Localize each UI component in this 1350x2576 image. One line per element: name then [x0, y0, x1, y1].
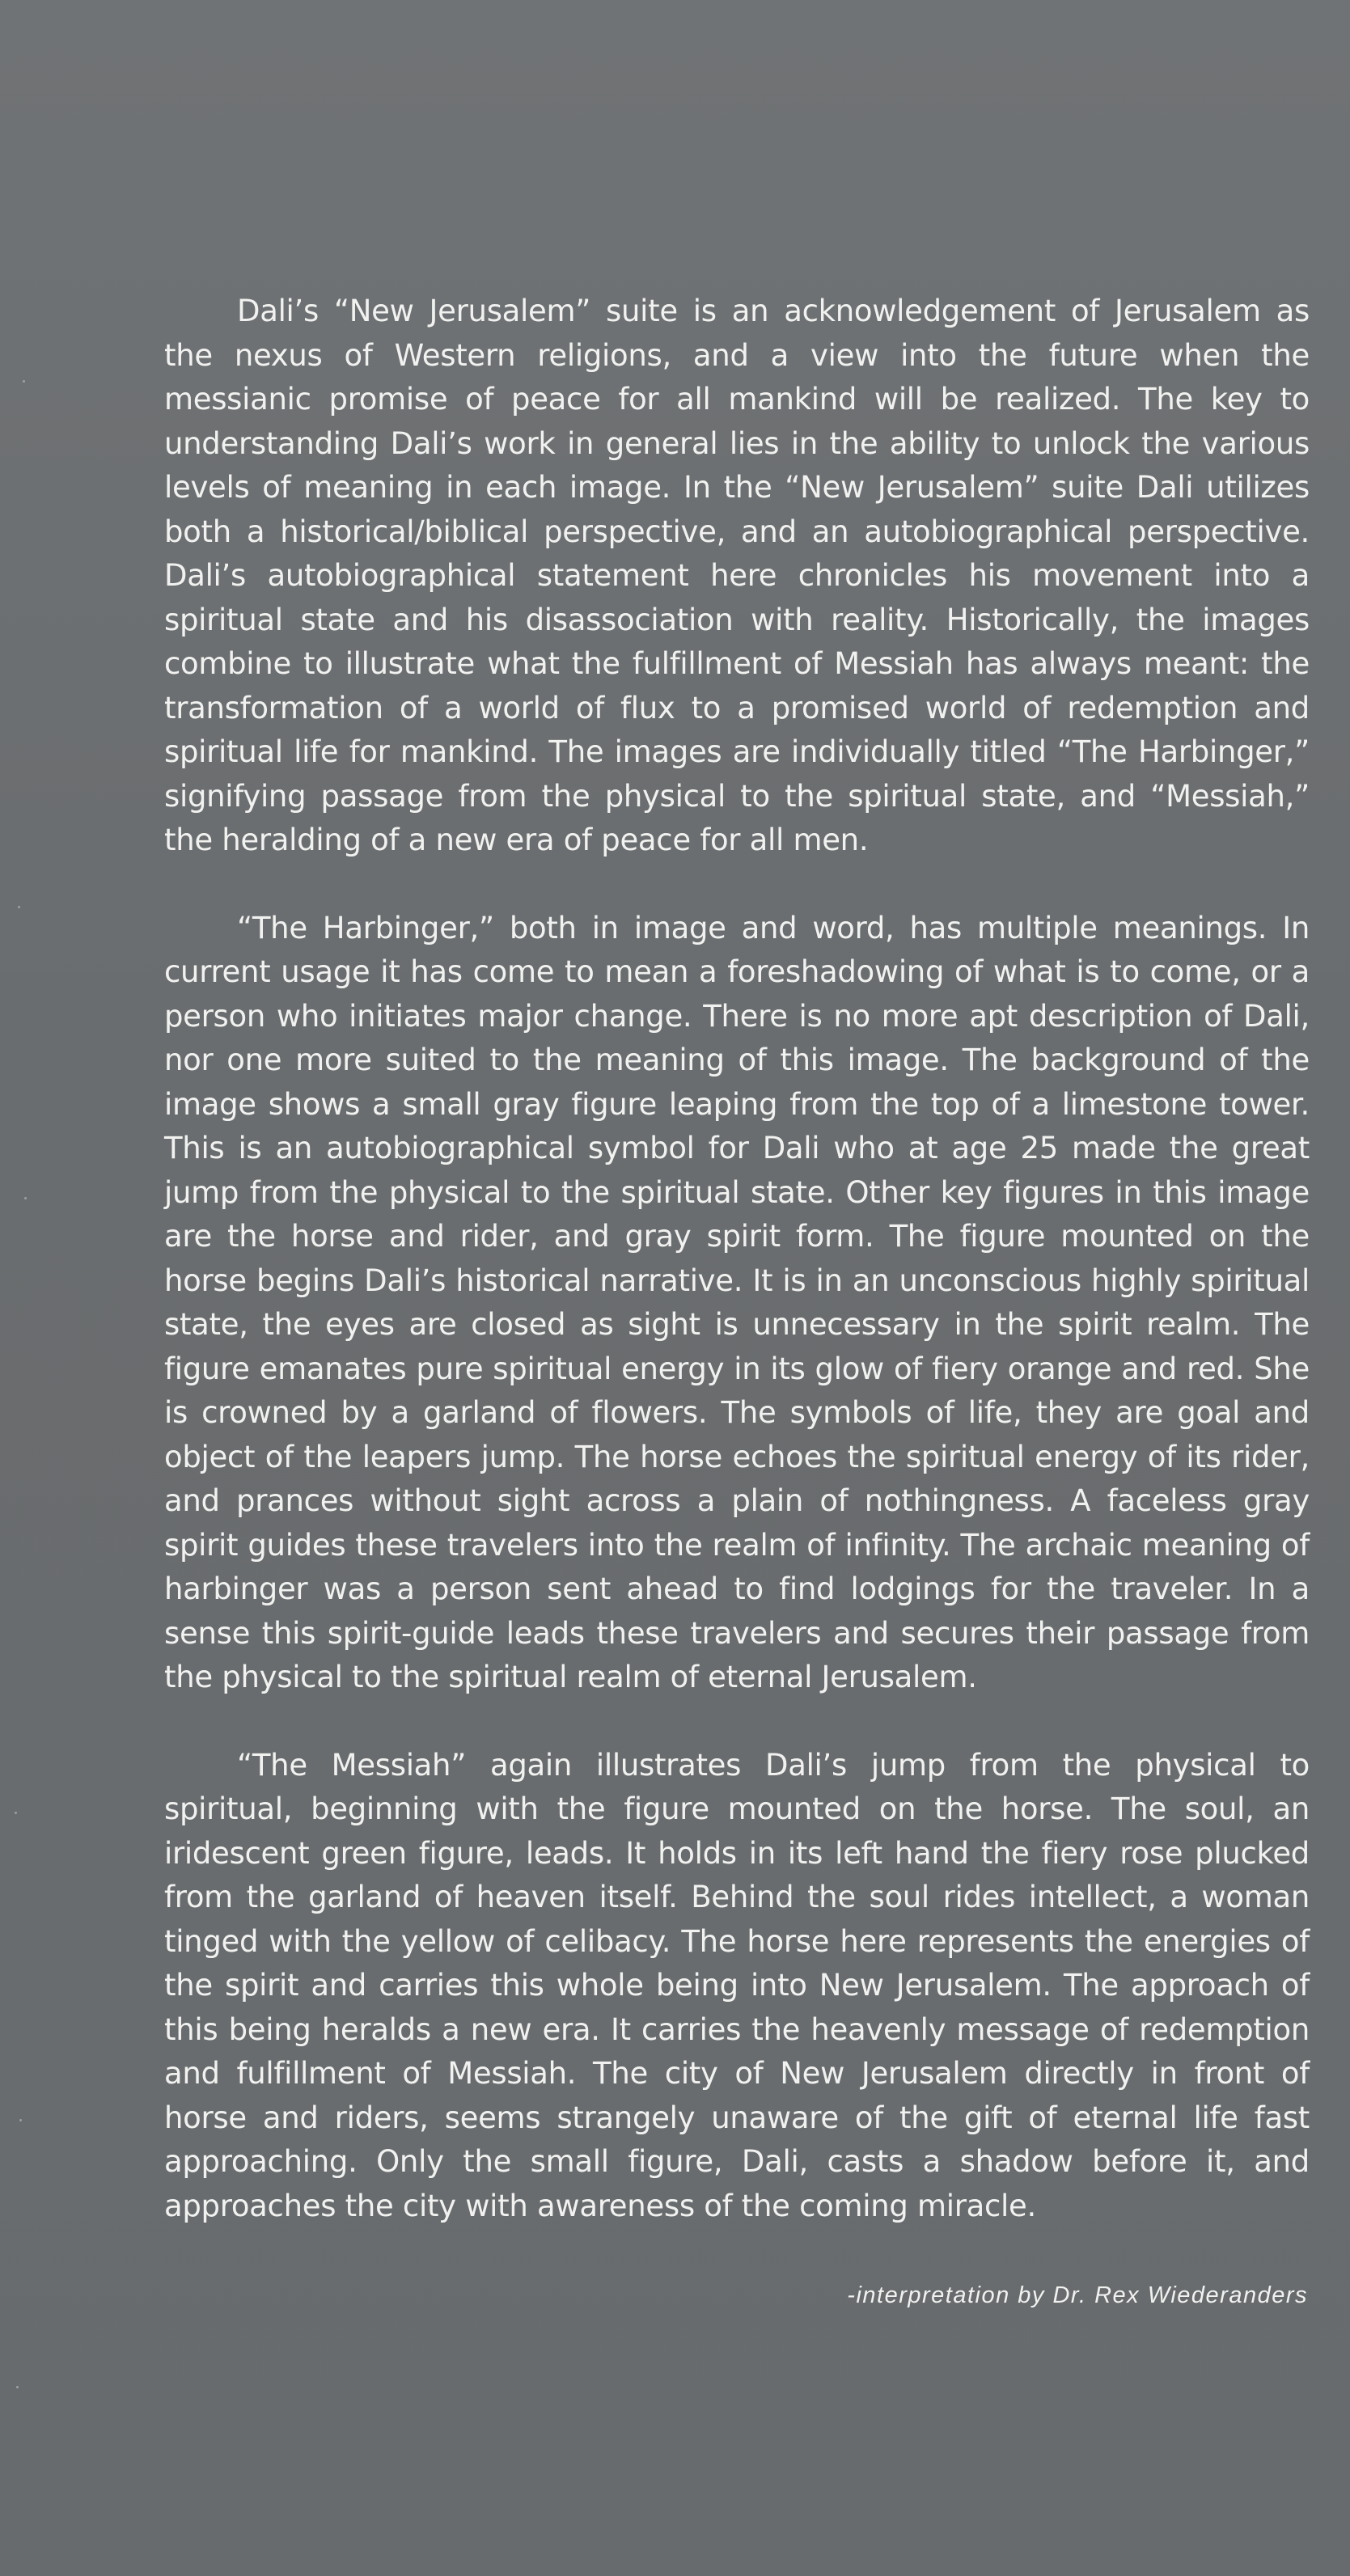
paper-speck: [19, 2119, 22, 2121]
article-body: [164, 290, 1310, 2228]
paragraph-intro: Dali’s “New Jerusalem” suite is an acknowledgement of Jerusalem as the nexus of Western religions, and a view into the future when the messianic promise of peace for all mankind will be realized. The key to understanding Dali’s work in general lies in the ability to unlock the various levels of meaning in each image. In the “New Jerusalem” suite Dali utilizes both a historical/biblical perspective, and an autobiographical perspective. Dali’s autobiographical statement here chronicles his movement into a spiritual state and his disassociation with reality. Historically, the images combine to illustrate what the fulfillment of Messiah has always meant: the transformation of a world of flux to a promised world of redemption and spiritual life for mankind. The images are individually titled “The Harbinger,” signifying passage from the physical to the spiritual state, and “Messiah,” the heralding of a new era of peace for all men.: [164, 294, 1310, 857]
paper-speck: [18, 906, 20, 908]
attribution: -interpretation by Dr. Rex Wiederanders: [847, 2282, 1308, 2308]
paper-speck: [16, 2386, 19, 2388]
paragraph-harbinger: “The Harbinger,” both in image and word, has multiple meanings. In current usage it has come to mean a foreshadowing of what is to come, or a person who initiates major change. There is no more apt description of Dali, nor one more suited to the meaning of this image. The background of the image shows a small gray figure leaping from the top of a limestone tower. This is an autobiographical symbol for Dali who at age 25 made the great jump from the physical to the spiritual state. Other key figures in this image are the horse and rider, and gray spirit form. The figure mounted on the horse begins Dali’s historical narrative. It is in an unconscious highly spiritual state, the eyes are closed as sight is unnecessary in the spirit realm. The figure emanates pure spiritual energy in its glow of fiery orange and red. She is crowned by a garland of flowers. The symbols of life, they are goal and object of the leapers jump. The horse echoes the spiritual energy of its rider, and prances without sight across a plain of nothingness. A faceless gray spirit guides these travelers into the realm of infinity. The archaic meaning of harbinger was a person sent ahead to find lodgings for the traveler. In a sense this spirit-guide leads these travelers and secures their passage from the physical to the spiritual realm of eternal Jerusalem.: [164, 910, 1310, 1694]
paper-speck: [23, 380, 25, 383]
paragraph-messiah: “The Messiah” again illustrates Dali’s jump from the physical to spiritual, beginning with the figure mounted on the horse. The soul, an iridescent green figure, leads. It holds in its left hand the fiery rose plucked from the garland of heaven itself. Behind the soul rides intellect, a woman tinged with the yellow of celibacy. The horse here represents the energies of the spirit and carries this whole being into New Jerusalem. The approach of this being heralds a new era. It carries the heavenly message of redemption and fulfillment of Messiah. The city of New Jerusalem directly in front of horse and riders, seems strangely unaware of the gift of eternal life fast approaching. Only the small figure, Dali, casts a shadow before it, and approaches the city with awareness of the coming miracle.: [164, 1747, 1310, 2223]
paper-speck: [15, 1812, 17, 1814]
paper-speck: [24, 1197, 27, 1199]
